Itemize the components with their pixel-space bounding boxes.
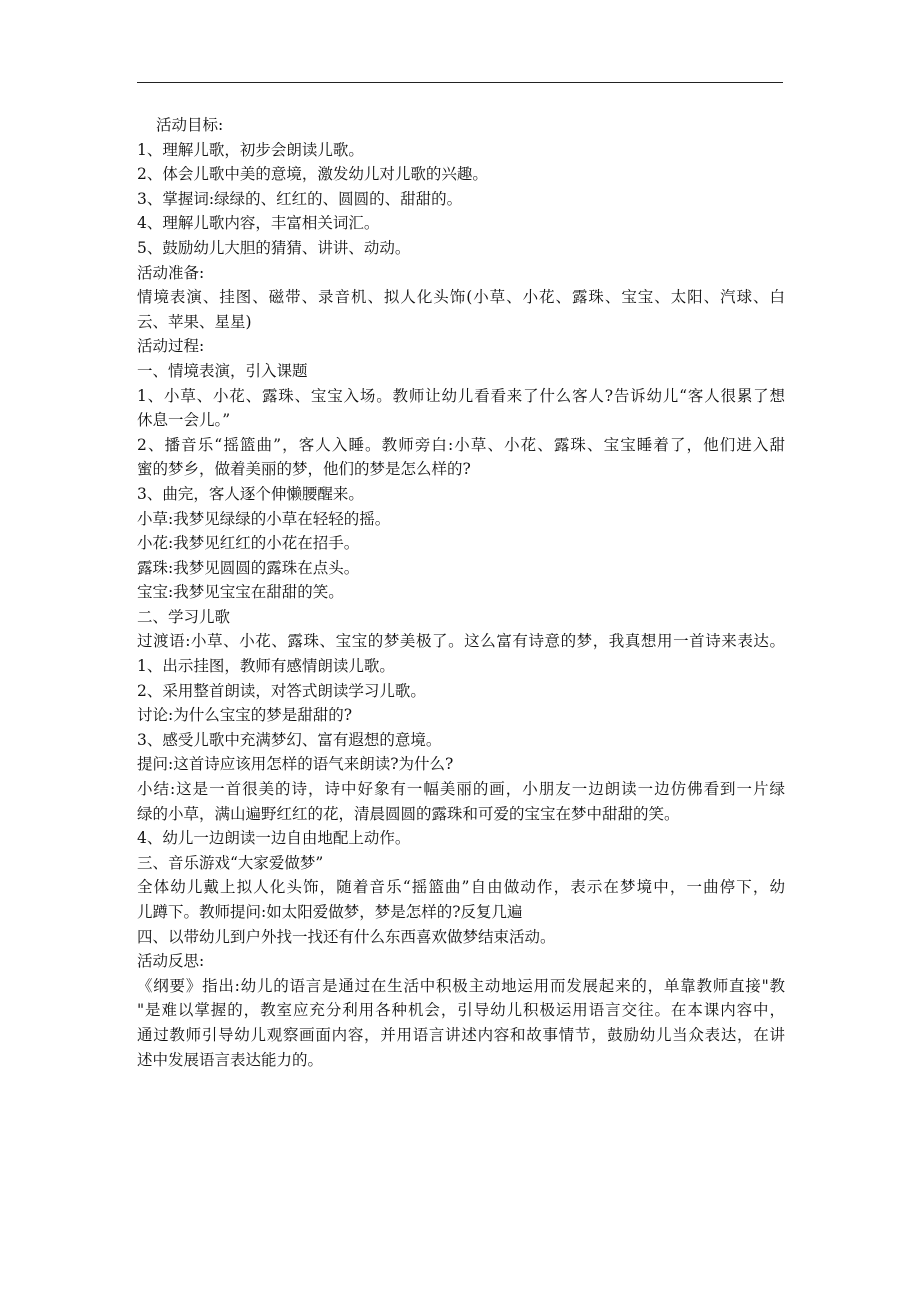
text-line: 3、感受儿歌中充满梦幻、富有遐想的意境。 <box>137 730 442 749</box>
text-line: 提问:这首诗应该用怎样的语气来朗读?为什么? <box>137 755 454 774</box>
text-line: 1、小草、小花、露珠、宝宝入场。教师让幼儿看看来了什么客人?告诉幼儿“客人很累了想 <box>137 386 785 405</box>
section-heading: 一、情境表演，引入课题 <box>137 361 308 380</box>
text-line: 讨论:为什么宝宝的梦是甜甜的? <box>137 706 353 725</box>
text-line: 2、体会儿歌中美的意境，激发幼儿对儿歌的兴趣。 <box>137 165 488 184</box>
heading-activity-process: 活动过程: <box>137 337 205 356</box>
text-line: 小结:这是一首很美的诗，诗中好象有一幅美丽的画，小朋友一边朗读一边仿佛看到一片绿 <box>137 780 785 799</box>
text-line: 1、理解儿歌，初步会朗读儿歌。 <box>137 140 364 159</box>
text-line: 过渡语:小草、小花、露珠、宝宝的梦美极了。这么富有诗意的梦，我真想用一首诗来表达。 <box>137 632 785 651</box>
text-line: 露珠:我梦见圆圆的露珠在点头。 <box>137 558 360 577</box>
text-line: 述中发展语言表达能力的。 <box>137 1050 324 1069</box>
section-heading: 二、学习儿歌 <box>137 607 231 626</box>
text-line: "是难以掌握的，教室应充分利用各种机会，引导幼儿积极运用语言交往。在本课内容中， <box>137 1001 785 1020</box>
section-heading: 三、音乐游戏“大家爱做梦” <box>137 853 324 872</box>
text-line: 儿蹲下。教师提问:如太阳爱做梦，梦是怎样的?反复几遍 <box>137 903 523 921</box>
text-line: 绿的小草，满山遍野红红的花，清晨圆圆的露珠和可爱的宝宝在梦中甜甜的笑。 <box>137 804 680 823</box>
document-body <box>137 113 785 1072</box>
text-line: 情境表演、挂图、磁带、录音机、拟人化头饰(小草、小花、露珠、宝宝、太阳、汽球、白 <box>137 288 785 307</box>
text-line: 3、掌握词:绿绿的、红红的、圆圆的、甜甜的。 <box>137 189 463 208</box>
text-line: 小草:我梦见绿绿的小草在轻轻的摇。 <box>137 509 391 528</box>
text-line: 4、幼儿一边朗读一边自由地配上动作。 <box>137 829 411 848</box>
text-line: 4、理解儿歌内容，丰富相关词汇。 <box>137 214 380 233</box>
text-line: 全体幼儿戴上拟人化头饰，随着音乐“摇篮曲”自由做动作，表示在梦境中，一曲停下，幼 <box>137 878 785 897</box>
text-line: 5、鼓励幼儿大胆的猜猜、讲讲、动动。 <box>137 238 411 257</box>
text-line: 《纲要》指出:幼儿的语言是通过在生活中积极主动地运用而发展起来的，单靠教师直接"教 <box>137 976 785 995</box>
text-line: 小花:我梦见红红的小花在招手。 <box>137 534 360 553</box>
heading-activity-reflection: 活动反思: <box>137 952 205 971</box>
text-line: 宝宝:我梦见宝宝在甜甜的笑。 <box>137 583 344 602</box>
text-line: 3、曲完，客人逐个伸懒腰醒来。 <box>137 484 364 503</box>
section-heading: 四、以带幼儿到户外找一找还有什么东西喜欢做梦结束活动。 <box>137 927 556 946</box>
heading-activity-preparation: 活动准备: <box>137 263 205 282</box>
text-line: 休息一会儿。” <box>137 411 231 430</box>
text-line: 通过教师引导幼儿观察画面内容，并用语言讲述内容和故事情节，鼓励幼儿当众表达，在讲 <box>137 1025 785 1044</box>
text-line: 2、播音乐“摇篮曲”，客人入睡。教师旁白:小草、小花、露珠、宝宝睡着了，他们进入甜 <box>137 435 785 454</box>
text-line: 云、苹果、星星) <box>137 312 252 331</box>
header-divider <box>137 82 783 83</box>
text-line: 1、出示挂图，教师有感情朗读儿歌。 <box>137 657 395 676</box>
text-line: 2、采用整首朗读，对答式朗读学习儿歌。 <box>137 681 426 700</box>
heading-activity-goals: 活动目标: <box>156 116 224 134</box>
text-line: 蜜的梦乡，做着美丽的梦，他们的梦是怎么样的? <box>137 460 471 479</box>
